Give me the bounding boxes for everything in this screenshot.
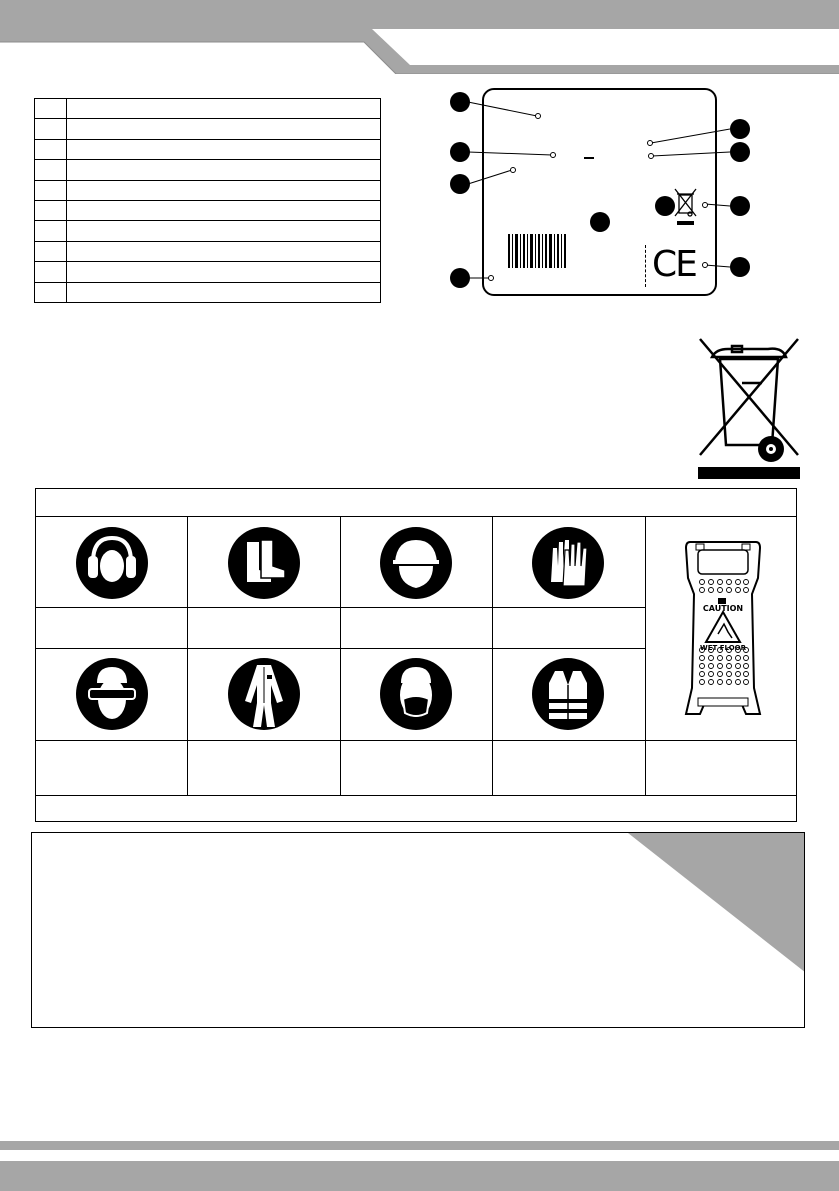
spec-row xyxy=(35,139,381,159)
callout-marker xyxy=(730,196,750,216)
callout-point xyxy=(648,153,654,159)
header-tab xyxy=(0,29,839,74)
wet-floor-text: WET FLOOR xyxy=(700,644,746,652)
spec-row xyxy=(35,262,381,282)
plate-dash-mark xyxy=(584,157,594,159)
spec-row xyxy=(35,282,381,302)
spec-row-number xyxy=(35,221,67,241)
callout-marker xyxy=(730,257,750,277)
spec-row xyxy=(35,221,381,241)
callout-marker xyxy=(450,268,470,288)
safety-gloves-icon xyxy=(531,526,605,600)
ppe-label xyxy=(341,608,491,647)
callout-marker xyxy=(730,119,750,139)
ppe-label xyxy=(188,608,339,647)
weee-bin-icon xyxy=(674,188,698,228)
protective-overalls-icon xyxy=(227,657,301,731)
ppe-label xyxy=(36,608,186,647)
spec-row xyxy=(35,99,381,119)
spec-row xyxy=(35,119,381,139)
spec-row-value xyxy=(67,282,381,302)
callout-marker xyxy=(655,196,675,216)
callout-point xyxy=(550,152,556,158)
spec-row-number xyxy=(35,282,67,302)
spec-row-number xyxy=(35,241,67,261)
plate-divider xyxy=(645,245,646,287)
callout-point xyxy=(488,275,494,281)
callout-point xyxy=(535,113,541,119)
rating-plate-callouts xyxy=(440,85,760,305)
spec-row-number xyxy=(35,99,67,119)
spec-row-value xyxy=(67,241,381,261)
callout-marker xyxy=(450,142,470,162)
spec-row-number xyxy=(35,119,67,139)
spec-row xyxy=(35,200,381,220)
ppe-label xyxy=(646,741,796,794)
ear-protection-icon xyxy=(75,526,149,600)
ppe-label xyxy=(188,741,339,794)
ppe-label xyxy=(493,608,644,647)
spec-row-number xyxy=(35,139,67,159)
wet-floor-caution-text: CAUTION xyxy=(702,604,744,613)
ce-mark-icon: CE xyxy=(652,244,696,285)
spec-row-value xyxy=(67,139,381,159)
footer-line xyxy=(0,1141,839,1150)
spec-row xyxy=(35,160,381,180)
spec-row-value xyxy=(67,119,381,139)
footer-band xyxy=(0,1161,839,1191)
spec-row-value xyxy=(67,160,381,180)
grid-line xyxy=(35,516,797,517)
callout-marker xyxy=(590,212,610,232)
spec-row xyxy=(35,180,381,200)
spec-row-value xyxy=(67,221,381,241)
spec-row-value xyxy=(67,200,381,220)
ppe-table-header xyxy=(36,489,796,517)
spec-row-value xyxy=(67,180,381,200)
hi-vis-vest-icon xyxy=(531,657,605,731)
spec-row-value xyxy=(67,262,381,282)
callout-marker xyxy=(450,92,470,112)
spec-row-value xyxy=(67,99,381,119)
callout-point xyxy=(510,167,516,173)
wet-floor-sign-icon xyxy=(680,538,766,724)
callout-point xyxy=(702,202,708,208)
spec-row xyxy=(35,241,381,261)
callout-marker xyxy=(730,142,750,162)
spec-row-number xyxy=(35,180,67,200)
note-box xyxy=(31,832,805,1028)
spec-row-number xyxy=(35,200,67,220)
ppe-label xyxy=(36,741,186,794)
callout-point xyxy=(647,140,653,146)
spec-row-number xyxy=(35,262,67,282)
callout-marker xyxy=(450,174,470,194)
ppe-label xyxy=(493,741,644,794)
header-band xyxy=(0,0,839,29)
callout-point xyxy=(702,262,708,268)
spec-table xyxy=(34,98,381,303)
ppe-table-footer xyxy=(36,796,796,821)
ppe-label xyxy=(341,741,491,794)
note-corner-triangle xyxy=(628,833,805,973)
barcode-icon xyxy=(508,234,566,268)
hard-hat-icon xyxy=(379,526,453,600)
safety-glasses-icon xyxy=(75,657,149,731)
crossed-out-wheelie-bin-icon xyxy=(698,337,800,479)
dust-mask-icon xyxy=(379,657,453,731)
spec-row-number xyxy=(35,160,67,180)
safety-boots-icon xyxy=(227,526,301,600)
